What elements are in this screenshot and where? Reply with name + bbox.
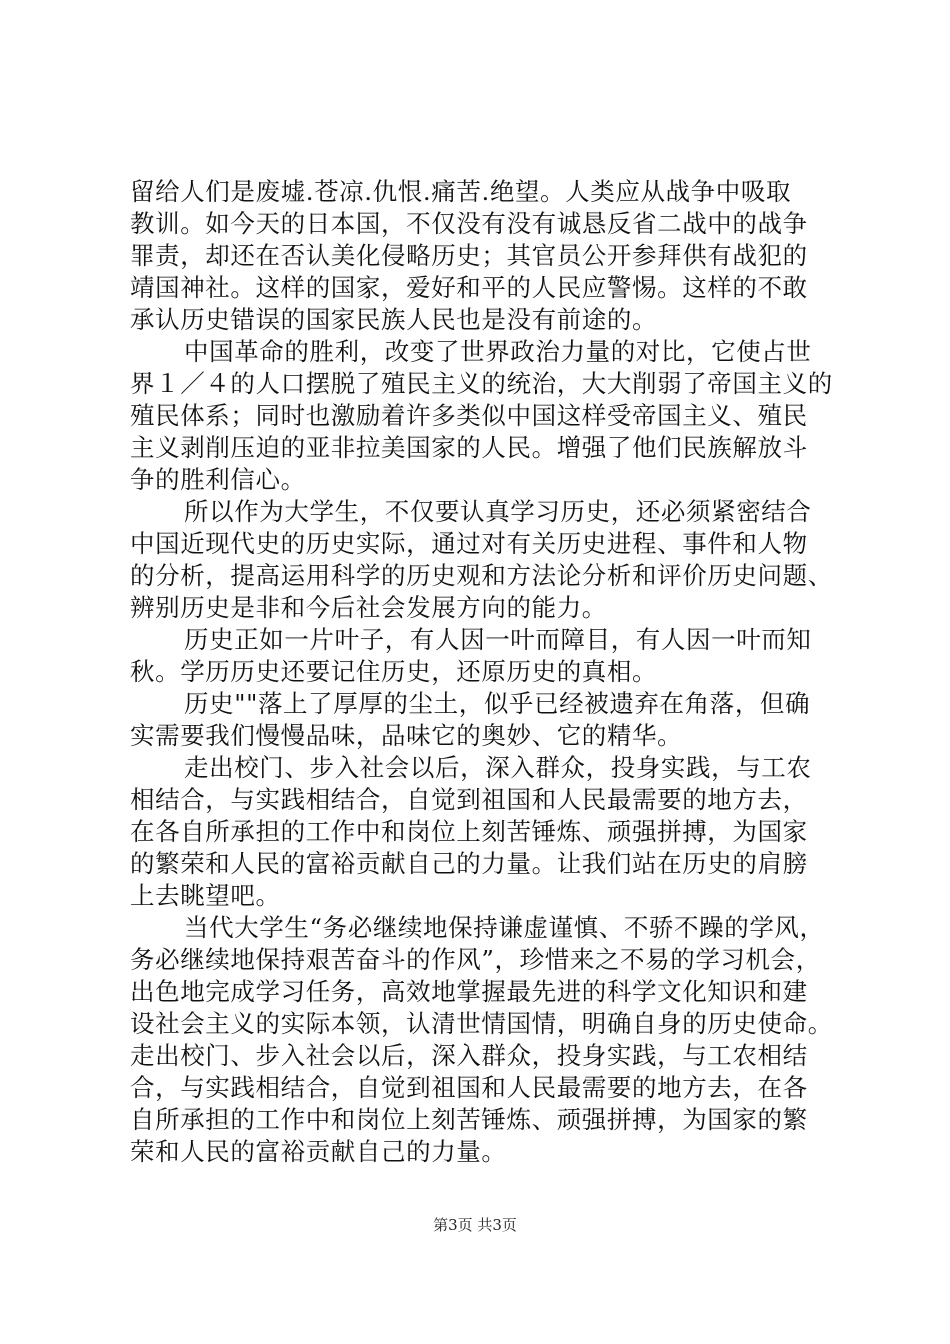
text-line: 走出校门、步入社会以后，深入群众，投身实践，与工农相结 [130, 1041, 808, 1070]
text-line: 务必继续地保持艰苦奋斗的作风”，珍惜来之不易的学习机会， [130, 945, 821, 974]
page-number-footer: 第3页 共3页 [433, 1216, 517, 1234]
text-line: 靖国神社。这样的国家，爱好和平的人民应警惕。这样的不敢 [130, 273, 808, 302]
paragraph-first-line: 历史""落上了厚厚的尘土，似乎已经被遗弃在角落，但确 [184, 689, 811, 718]
text-line: 殖民体系；同时也激励着许多类似中国这样受帝国主义、殖民 [130, 401, 808, 430]
text-line: 合，与实践相结合，自觉到祖国和人民最需要的地方去，在各 [130, 1073, 808, 1102]
text-line: 的繁荣和人民的富裕贡献自己的力量。让我们站在历史的肩膀 [130, 849, 808, 878]
paragraph-first-line: 历史正如一片叶子，有人因一叶而障目，有人因一叶而知 [184, 625, 812, 654]
paragraph-first-line: 当代大学生“务必继续地保持谦虚谨慎、不骄不躁的学风， [184, 913, 825, 942]
text-line: 罪责，却还在否认美化侵略历史；其官员公开参拜供有战犯的 [130, 241, 808, 270]
text-line: 秋。学历历史还要记住历史，还原历史的真相。 [130, 657, 658, 686]
text-line: 承认历史错误的国家民族人民也是没有前途的。 [130, 305, 658, 334]
text-line: 上去眺望吧。 [130, 881, 281, 910]
text-line: 相结合，与实践相结合，自觉到祖国和人民最需要的地方去， [130, 785, 808, 814]
paragraph-first-line: 走出校门、步入社会以后，深入群众，投身实践，与工农 [184, 753, 812, 782]
document-body [130, 176, 832, 1168]
text-line: 界１／４的人口摆脱了殖民主义的统治，大大削弱了帝国主义的 [130, 369, 833, 398]
text-line: 留给人们是废墟.苍凉.仇恨.痛苦.绝望。人类应从战争中吸取 [130, 177, 792, 206]
paragraph-first-line: 所以作为大学生，不仅要认真学习历史，还必须紧密结合 [184, 497, 812, 526]
text-line: 自所承担的工作中和岗位上刻苦锤炼、顽强拼搏，为国家的繁 [130, 1105, 808, 1134]
text-line: 的分析，提高运用科学的历史观和方法论分析和评价历史问题、 [130, 561, 833, 590]
paragraph-first-line: 中国革命的胜利，改变了世界政治力量的对比，它使占世 [184, 337, 812, 366]
text-line: 设社会主义的实际本领，认清世情国情，明确自身的历史使命。 [130, 1009, 833, 1038]
text-line: 实需要我们慢慢品味，品味它的奥妙、它的精华。 [130, 721, 683, 750]
text-line: 教训。如今天的日本国，不仅没有没有诚恳反省二战中的战争 [130, 209, 808, 238]
text-line: 主义剥削压迫的亚非拉美国家的人民。增强了他们民族解放斗 [130, 433, 808, 462]
text-line: 荣和人民的富裕贡献自己的力量。 [130, 1137, 507, 1166]
text-line: 辨别历史是非和今后社会发展方向的能力。 [130, 593, 607, 622]
text-line: 中国近现代史的历史实际，通过对有关历史进程、事件和人物 [130, 529, 808, 558]
text-line: 出色地完成学习任务，高效地掌握最先进的科学文化知识和建 [130, 977, 808, 1006]
text-line: 在各自所承担的工作中和岗位上刻苦锤炼、顽强拼搏，为国家 [130, 817, 808, 846]
text-line: 争的胜利信心。 [130, 465, 306, 494]
